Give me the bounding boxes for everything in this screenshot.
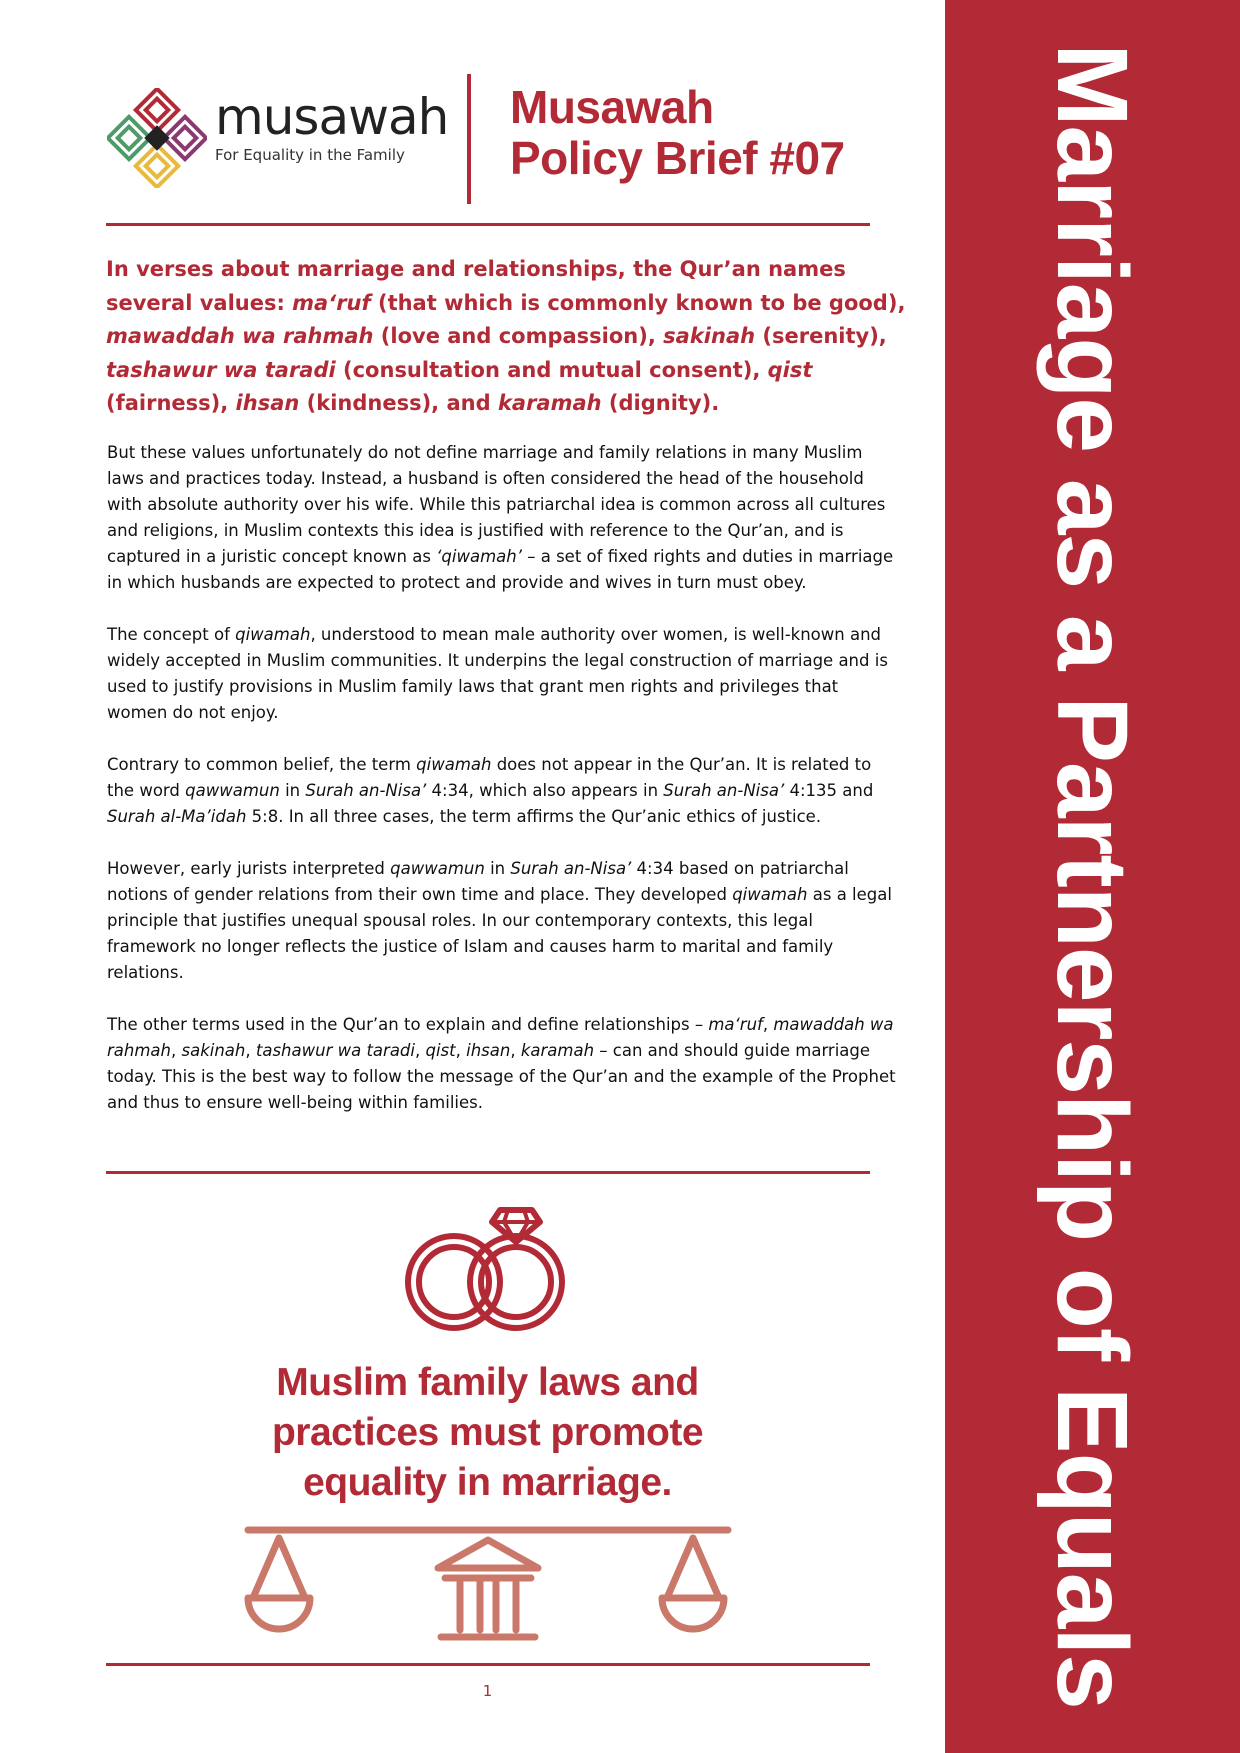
body-text <box>107 440 897 1142</box>
text-run: But these values unfortunately do not define marriage and family relations in many Muslim laws and practices today. Instead, a husband is often considered the head of the household with absolute authority over his wife. While this patriarchal idea is common across all cultures and religions, in Muslim contexts this idea is justified with reference to the Qur’an, and is captured in a juristic concept known as <box>107 443 886 566</box>
header <box>105 70 870 210</box>
text-run: However, early jurists interpreted <box>107 859 391 878</box>
text-run: in <box>484 859 511 878</box>
italic-term: qiwamah <box>416 755 492 774</box>
brief-title <box>510 82 845 184</box>
logo-tagline: For Equality in the Family <box>215 146 405 164</box>
callout-line2: practices must promote <box>271 1411 704 1454</box>
text-run: – a set of fixed rights and duties in marriage in which husbands are expected to protect and provide and wives in turn must obey. <box>107 547 894 592</box>
text-run: , <box>762 1015 774 1034</box>
italic-term: qist <box>425 1041 456 1060</box>
body-paragraph <box>107 1012 897 1116</box>
italic-term: sakinah <box>181 1041 246 1060</box>
body-paragraph <box>107 622 897 726</box>
italic-term: qiwamah <box>235 625 311 644</box>
top-rule <box>106 223 870 226</box>
italic-term: mawaddah wa rahmah <box>107 1015 894 1060</box>
italic-term: Surah an-Nisa’ <box>510 859 632 878</box>
scales-of-justice-icon <box>243 1520 733 1645</box>
italic-term: ‘qiwamah’ <box>436 547 522 566</box>
italic-term: mawaddah wa rahmah <box>106 324 374 348</box>
italic-term: ihsan <box>235 391 300 415</box>
text-run: , <box>171 1041 182 1060</box>
callout-line1: Muslim family laws and <box>276 1361 699 1404</box>
text-run: (serenity), <box>755 324 887 348</box>
middle-rule <box>106 1171 870 1174</box>
text-run: (dignity). <box>601 391 720 415</box>
sidebar-title: Marriage as a Partnership of Equals <box>1036 43 1148 1709</box>
italic-term: ihsan <box>466 1041 511 1060</box>
italic-term: Surah an-Nisa’ <box>305 781 427 800</box>
italic-term: qiwamah <box>732 885 808 904</box>
italic-term: tashawur wa taradi <box>106 357 336 382</box>
italic-term: ma‘ruf <box>708 1015 763 1034</box>
page-number: 1 <box>482 1682 493 1700</box>
musawah-logo-mark <box>107 88 207 188</box>
wedding-rings-icon <box>404 1200 572 1340</box>
sidebar-banner <box>945 0 1240 1753</box>
text-run: The concept of <box>107 625 236 644</box>
italic-term: Surah an-Nisa’ <box>663 781 785 800</box>
text-run: (consultation and mutual consent), <box>335 357 768 382</box>
body-paragraph <box>107 440 897 596</box>
text-run: , <box>510 1041 521 1060</box>
text-run: 5:8. In all three cases, the term affirms the Qur’anic ethics of justice. <box>246 807 822 826</box>
callout <box>200 1358 775 1508</box>
italic-term: qawwamun <box>185 781 280 800</box>
italic-term: qist <box>767 357 813 382</box>
text-run: (kindness), and <box>299 391 498 415</box>
text-run: does not appear in the Qur’an. It is related to the word <box>107 755 872 800</box>
text-run: , <box>245 1041 256 1060</box>
text-run: 4:34, which also appears in <box>426 781 664 800</box>
text-run: Contrary to common belief, the term <box>107 755 417 774</box>
text-run: in <box>279 781 306 800</box>
text-run: as a legal principle that justifies unequal spousal roles. In our contemporary contexts, this legal framework no longer reflects the justice of Islam and causes harm to marital and family relations. <box>107 885 892 982</box>
italic-term: qawwamun <box>390 859 485 878</box>
lead-paragraph <box>106 253 906 421</box>
italic-term: tashawur wa taradi <box>255 1041 415 1060</box>
text-run: (fairness), <box>106 391 236 415</box>
text-run: 4:34 based on patriarchal notions of gender relations from their own time and place. They developed <box>107 859 849 904</box>
body-paragraph <box>107 752 897 830</box>
italic-term: ma‘ruf <box>292 290 371 315</box>
bottom-rule <box>106 1663 870 1666</box>
body-paragraph <box>107 856 897 986</box>
text-run: In verses about marriage and relationships, the Qur’an names several values: <box>106 257 846 315</box>
header-divider <box>467 74 471 204</box>
italic-term: sakinah <box>663 324 756 348</box>
text-run: – can and should guide marriage today. This is the best way to follow the message of the Qur’an and the example of the Prophet and thus to ensure well-being within families. <box>107 1041 896 1112</box>
italic-term: karamah <box>520 1041 595 1060</box>
italic-term: karamah <box>497 391 602 415</box>
text-run: , <box>455 1041 467 1060</box>
callout-line3: equality in marriage. <box>303 1461 672 1504</box>
text-run: , <box>415 1041 426 1060</box>
text-run: , understood to mean male authority over women, is well-known and widely accepted in Muslim communities. It underpins the legal construction of marriage and is used to justify provisions in Muslim family laws that grant men rights and privileges that women do not enjoy. <box>107 625 888 722</box>
italic-term: Surah al-Ma’idah <box>107 807 247 826</box>
brief-title-line1: Musawah <box>510 81 714 133</box>
logo-wordmark: musawah <box>215 88 449 146</box>
text-run: The other terms used in the Qur’an to explain and define relationships – <box>107 1015 709 1034</box>
text-run: 4:135 and <box>784 781 874 800</box>
text-run: (that which is commonly known to be good), <box>370 290 906 315</box>
text-run: (love and compassion), <box>373 324 664 348</box>
brief-title-line2: Policy Brief #07 <box>510 132 845 184</box>
